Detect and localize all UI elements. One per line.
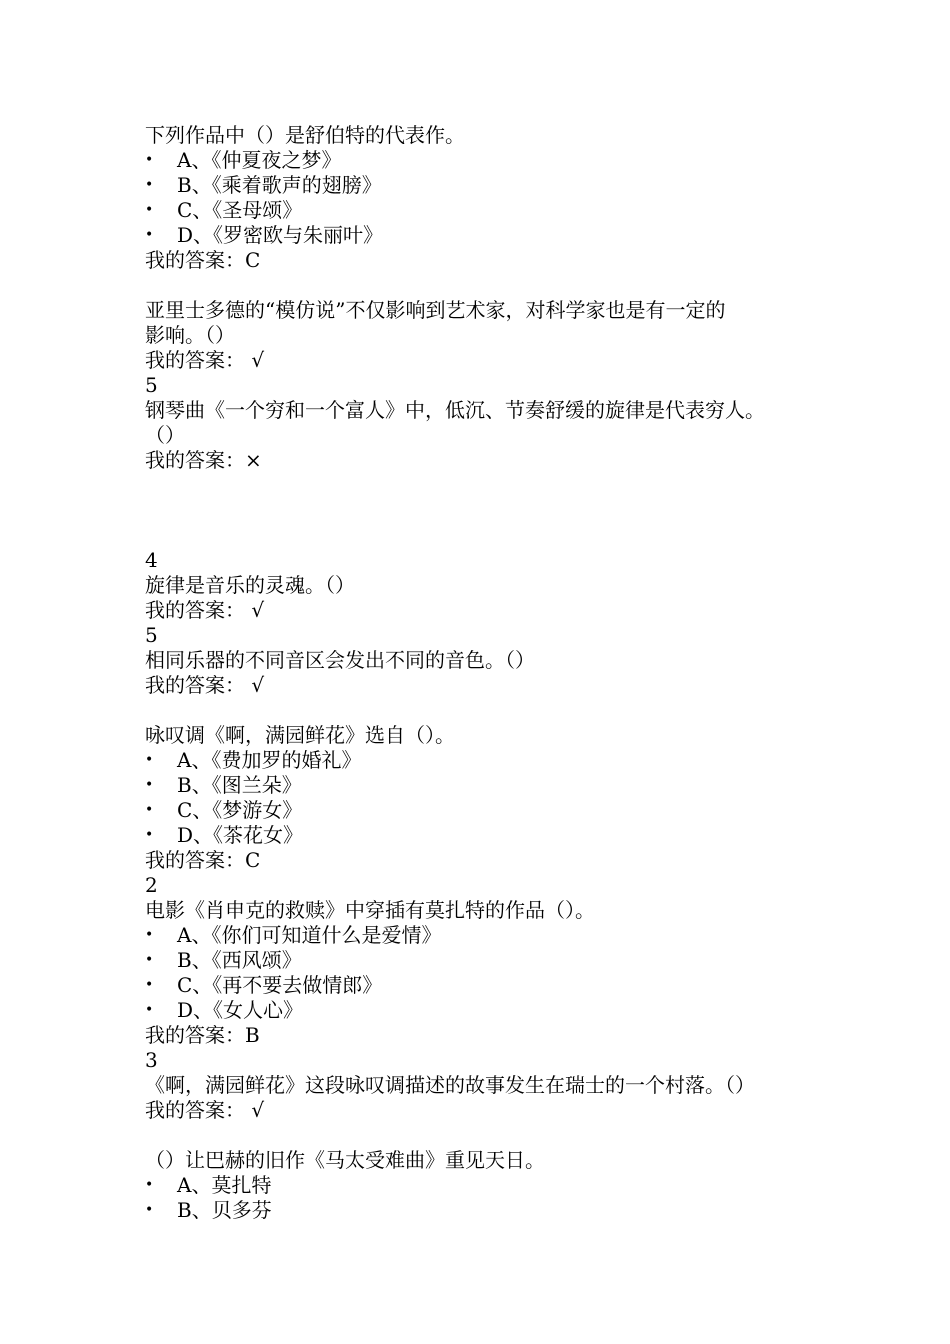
question-text: 咏叹调《啊，满园鲜花》选自（）。 bbox=[145, 723, 455, 747]
option-item bbox=[145, 798, 815, 823]
question-text: 旋律是音乐的灵魂。（） bbox=[145, 573, 355, 597]
bullet-icon: • bbox=[145, 777, 154, 793]
option-text: A、《你们可知道什么是爱情》 bbox=[177, 923, 442, 947]
option-item bbox=[145, 198, 815, 223]
question-text: 相同乐器的不同音区会发出不同的音色。（） bbox=[145, 648, 535, 672]
blank-line bbox=[145, 698, 815, 723]
option-text: B、《图兰朵》 bbox=[177, 773, 302, 797]
answer-text: 我的答案：× bbox=[145, 448, 262, 472]
option-text: C、《梦游女》 bbox=[177, 798, 303, 822]
question-text: 下列作品中（）是舒伯特的代表作。 bbox=[145, 123, 465, 147]
bullet-icon: • bbox=[145, 1002, 154, 1018]
option-item bbox=[145, 998, 815, 1023]
option-item bbox=[145, 1198, 815, 1223]
option-text: A、《仲夏夜之梦》 bbox=[177, 148, 342, 172]
question-text: 亚里士多德的“模仿说”不仅影响到艺术家，对科学家也是有一定的 bbox=[145, 298, 726, 322]
option-item bbox=[145, 773, 815, 798]
option-text: D、《罗密欧与朱丽叶》 bbox=[177, 223, 384, 247]
option-item bbox=[145, 148, 815, 173]
option-item bbox=[145, 223, 815, 248]
question-number: 2 bbox=[145, 873, 158, 897]
option-text: B、《西风颂》 bbox=[177, 948, 302, 972]
bullet-icon: • bbox=[145, 202, 154, 218]
blank-gap bbox=[145, 473, 815, 548]
option-item bbox=[145, 948, 815, 973]
blank-line bbox=[145, 1123, 815, 1148]
question-text: 《啊，满园鲜花》这段咏叹调描述的故事发生在瑞士的一个村落。（） bbox=[145, 1073, 755, 1097]
answer-text: 我的答案： √ bbox=[145, 598, 265, 622]
option-item bbox=[145, 173, 815, 198]
bullet-icon: • bbox=[145, 152, 154, 168]
answer-text: 我的答案： √ bbox=[145, 1098, 265, 1122]
bullet-icon: • bbox=[145, 927, 154, 943]
option-text: D、《女人心》 bbox=[177, 998, 304, 1022]
question-number: 3 bbox=[145, 1048, 158, 1072]
blank-line bbox=[145, 273, 815, 298]
question-text: 钢琴曲《一个穷和一个富人》中，低沉、节奏舒缓的旋律是代表穷人。 bbox=[145, 398, 765, 422]
bullet-icon: • bbox=[145, 802, 154, 818]
question-text: （）让巴赫的旧作《马太受难曲》重见天日。 bbox=[145, 1148, 545, 1172]
question-text: （） bbox=[145, 423, 185, 447]
option-text: C、《再不要去做情郎》 bbox=[177, 973, 383, 997]
answer-text: 我的答案： √ bbox=[145, 673, 265, 697]
bullet-icon: • bbox=[145, 977, 154, 993]
bullet-icon: • bbox=[145, 1202, 154, 1218]
bullet-icon: • bbox=[145, 952, 154, 968]
answer-text: 我的答案： √ bbox=[145, 348, 265, 372]
question-number: 4 bbox=[145, 548, 158, 572]
answer-text: 我的答案：B bbox=[145, 1023, 260, 1047]
bullet-icon: • bbox=[145, 227, 154, 243]
question-text: 电影《肖申克的救赎》中穿插有莫扎特的作品（）。 bbox=[145, 898, 595, 922]
option-text: A、莫扎特 bbox=[177, 1173, 272, 1197]
question-number: 5 bbox=[145, 373, 158, 397]
question-text: 影响。（） bbox=[145, 323, 235, 347]
bullet-icon: • bbox=[145, 827, 154, 843]
option-text: B、贝多芬 bbox=[177, 1198, 272, 1222]
option-text: A、《费加罗的婚礼》 bbox=[177, 748, 362, 772]
bullet-icon: • bbox=[145, 752, 154, 768]
option-text: C、《圣母颂》 bbox=[177, 198, 303, 222]
option-text: D、《茶花女》 bbox=[177, 823, 304, 847]
option-item bbox=[145, 923, 815, 948]
document-page bbox=[145, 123, 815, 1223]
option-item bbox=[145, 973, 815, 998]
option-item bbox=[145, 1173, 815, 1198]
bullet-icon: • bbox=[145, 177, 154, 193]
answer-text: 我的答案：C bbox=[145, 848, 261, 872]
option-text: B、《乘着歌声的翅膀》 bbox=[177, 173, 382, 197]
option-item bbox=[145, 823, 815, 848]
answer-text: 我的答案：C bbox=[145, 248, 261, 272]
question-number: 5 bbox=[145, 623, 158, 647]
option-item bbox=[145, 748, 815, 773]
bullet-icon: • bbox=[145, 1177, 154, 1193]
